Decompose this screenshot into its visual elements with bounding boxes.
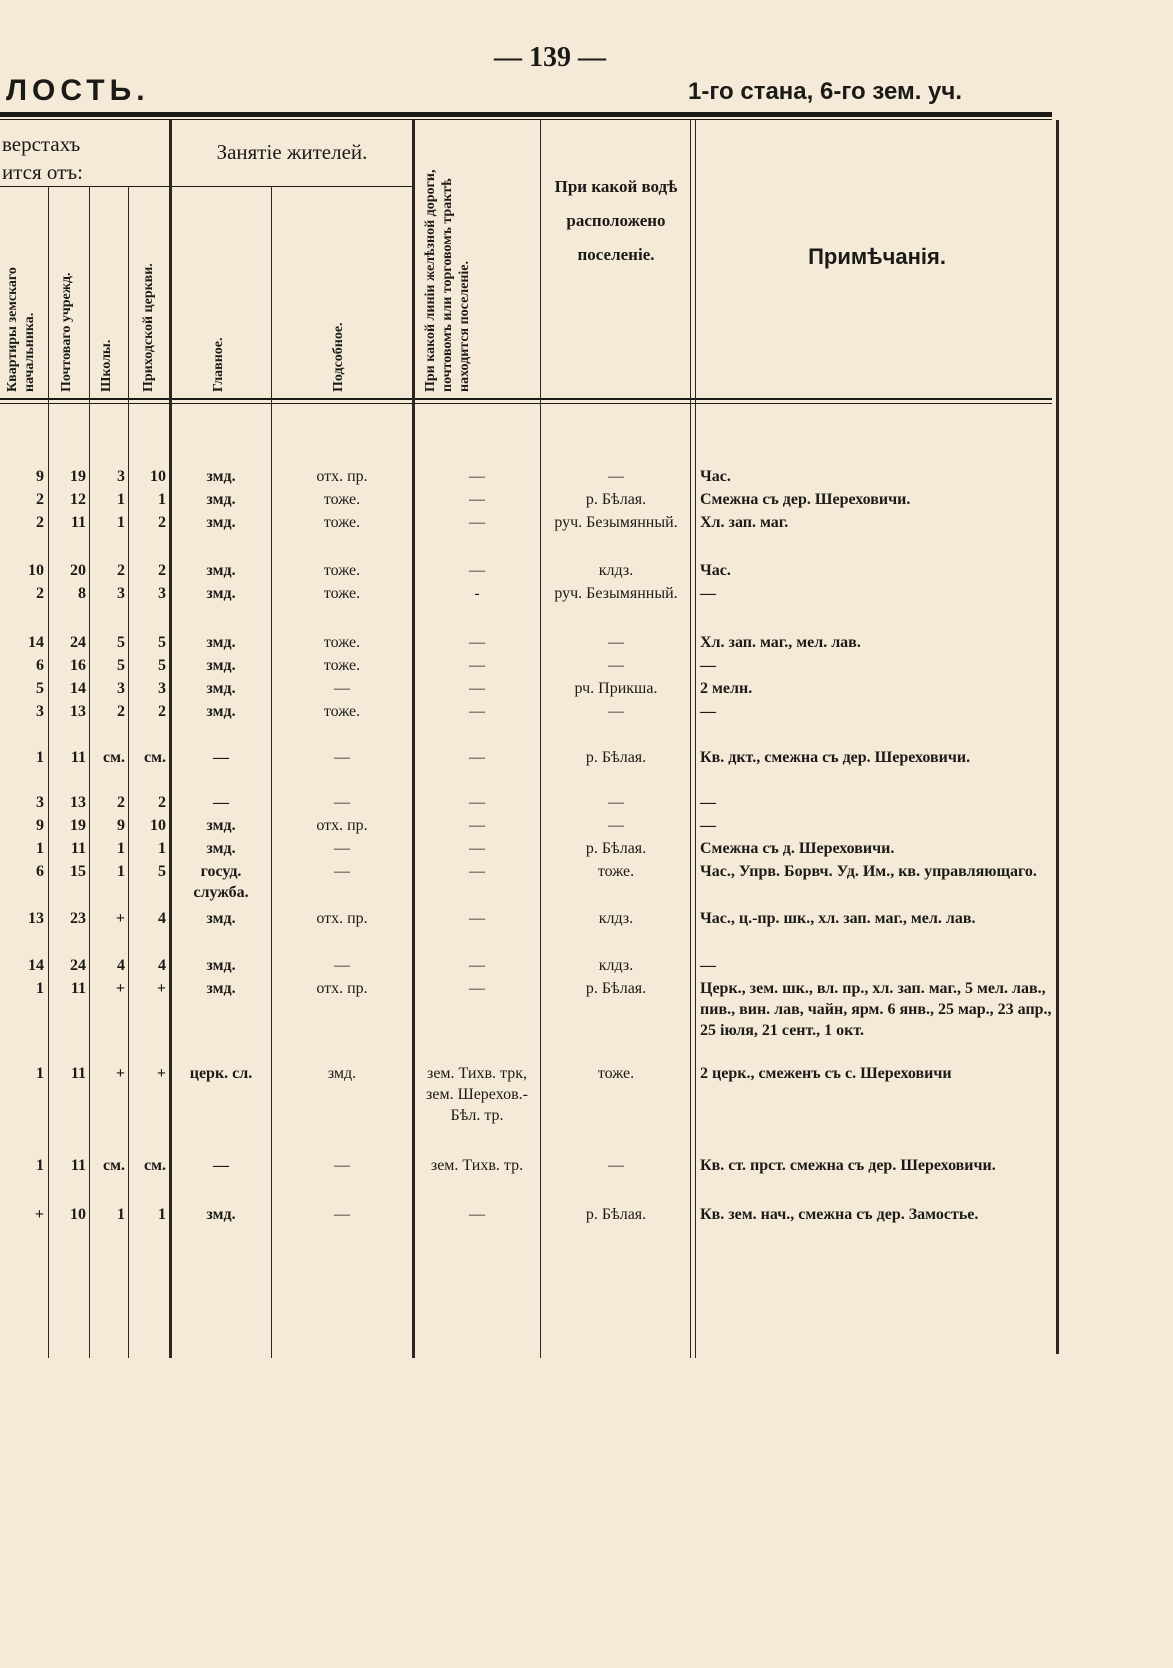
cell-road: — bbox=[469, 980, 485, 997]
cell-road: зем. Тихв. трк, зем. Шерехов.-Бѣл. тр. bbox=[426, 1065, 528, 1124]
cell-road: — bbox=[469, 1206, 485, 1223]
cell-church: 4 bbox=[158, 957, 166, 974]
cell-church: 5 bbox=[158, 634, 166, 651]
cell-church: 10 bbox=[150, 468, 166, 485]
cell-road: — bbox=[469, 634, 485, 651]
col-divider-right bbox=[1056, 120, 1059, 1354]
cell-post: 13 bbox=[70, 794, 86, 811]
cell-water: р. Бѣлая. bbox=[585, 840, 647, 857]
header-col-water: При какой водѣ расположено поселеніе. bbox=[554, 177, 678, 264]
cell-aux: отх. пр. bbox=[316, 980, 368, 997]
cell-main: змд. bbox=[206, 562, 236, 579]
header-col-aux: Подсобное. bbox=[331, 322, 346, 392]
cell-road: — bbox=[469, 703, 485, 720]
cell-notes: Час. bbox=[700, 562, 731, 579]
header-col-school: Школы. bbox=[99, 339, 114, 392]
cell-post: 10 bbox=[70, 1206, 86, 1223]
cell-main: госуд. служба. bbox=[193, 863, 249, 901]
cell-zemsky: 1 bbox=[36, 1157, 44, 1174]
cell-road: - bbox=[474, 585, 480, 602]
cell-water: тоже. bbox=[597, 1065, 635, 1082]
cell-church: 5 bbox=[158, 863, 166, 880]
cell-school: 2 bbox=[117, 562, 125, 579]
header-distance-line2: ится отъ: bbox=[2, 160, 83, 184]
cell-post: 11 bbox=[70, 749, 86, 766]
cell-notes: — bbox=[700, 703, 716, 720]
col-divider bbox=[695, 120, 696, 1358]
cell-aux: отх. пр. bbox=[316, 910, 368, 927]
cell-road: — bbox=[469, 468, 485, 485]
cell-post: 19 bbox=[70, 468, 86, 485]
cell-school: 2 bbox=[117, 703, 125, 720]
cell-water: руч. Безымянный. bbox=[554, 585, 678, 602]
cell-school: 1 bbox=[117, 514, 125, 531]
cell-notes: Хл. зап. маг., мел. лав. bbox=[700, 634, 861, 651]
col-divider bbox=[271, 186, 272, 1358]
cell-school: 4 bbox=[117, 957, 125, 974]
cell-water: тоже. bbox=[597, 863, 635, 880]
page-number: — 139 — bbox=[494, 42, 606, 73]
cell-road: — bbox=[469, 817, 485, 834]
cell-water: — bbox=[608, 794, 624, 811]
cell-church: 4 bbox=[158, 910, 166, 927]
cell-aux: — bbox=[334, 749, 350, 766]
cell-church: 2 bbox=[158, 703, 166, 720]
cell-church: 5 bbox=[158, 657, 166, 674]
col-divider bbox=[540, 120, 541, 1358]
cell-school: 1 bbox=[117, 863, 125, 880]
cell-main: — bbox=[213, 749, 229, 766]
top-rule bbox=[0, 112, 1052, 117]
cell-notes: — bbox=[700, 657, 716, 674]
cell-notes: Хл. зап. маг. bbox=[700, 514, 789, 531]
cell-school: 1 bbox=[117, 840, 125, 857]
cell-school: 1 bbox=[117, 1206, 125, 1223]
cell-post: 11 bbox=[70, 1157, 86, 1174]
cell-main: змд. bbox=[206, 1206, 236, 1223]
cell-aux: — bbox=[334, 680, 350, 697]
col-divider bbox=[169, 120, 172, 1358]
cell-road: — bbox=[469, 491, 485, 508]
cell-road: — bbox=[469, 840, 485, 857]
cell-church: 3 bbox=[158, 585, 166, 602]
cell-post: 8 bbox=[78, 585, 86, 602]
cell-zemsky: 1 bbox=[36, 749, 44, 766]
cell-notes: — bbox=[700, 794, 716, 811]
header-col-church: Приходской церкви. bbox=[141, 263, 156, 392]
header-occupation-group: Занятіе жителей. bbox=[216, 140, 368, 164]
header-bottom-rule bbox=[0, 398, 1052, 400]
cell-road: — bbox=[469, 657, 485, 674]
header-volost: ЛОСТЬ. bbox=[6, 74, 150, 107]
cell-main: змд. bbox=[206, 910, 236, 927]
cell-main: змд. bbox=[206, 634, 236, 651]
cell-notes: — bbox=[700, 817, 716, 834]
cell-water: — bbox=[608, 817, 624, 834]
cell-aux: тоже. bbox=[323, 634, 361, 651]
cell-water: руч. Безымянный. bbox=[554, 514, 678, 531]
cell-notes: Кв. дкт., смежна съ дер. Шереховичи. bbox=[700, 749, 971, 766]
cell-aux: тоже. bbox=[323, 585, 361, 602]
cell-main: змд. bbox=[206, 680, 236, 697]
cell-notes: Час. bbox=[700, 468, 731, 485]
cell-main: змд. bbox=[206, 514, 236, 531]
col-divider bbox=[128, 186, 129, 1358]
cell-notes: Смежна съ д. Шереховичи. bbox=[700, 840, 895, 857]
cell-water: рч. Прикша. bbox=[574, 680, 658, 697]
cell-school: + bbox=[115, 980, 125, 997]
cell-school: 3 bbox=[117, 585, 125, 602]
cell-post: 24 bbox=[70, 634, 86, 651]
cell-school: 3 bbox=[117, 680, 125, 697]
col-divider bbox=[690, 120, 691, 1358]
cell-main: змд. bbox=[206, 585, 236, 602]
occupation-group-rule bbox=[170, 186, 413, 187]
cell-zemsky: 13 bbox=[28, 910, 44, 927]
cell-post: 24 bbox=[70, 957, 86, 974]
cell-notes: Смежна съ дер. Шереховичи. bbox=[700, 491, 911, 508]
cell-school: см. bbox=[103, 1157, 125, 1174]
cell-water: р. Бѣлая. bbox=[585, 491, 647, 508]
cell-zemsky: 6 bbox=[36, 657, 44, 674]
header-col-zemsky: Квартиры земскаго начальника. bbox=[5, 267, 37, 392]
cell-aux: тоже. bbox=[323, 514, 361, 531]
cell-road: — bbox=[469, 562, 485, 579]
cell-aux: тоже. bbox=[323, 562, 361, 579]
cell-main: церк. сл. bbox=[189, 1065, 253, 1082]
cell-school: 5 bbox=[117, 657, 125, 674]
cell-post: 11 bbox=[70, 840, 86, 857]
cell-aux: — bbox=[334, 840, 350, 857]
cell-zemsky: 14 bbox=[28, 634, 44, 651]
header-col-main: Главное. bbox=[211, 337, 226, 392]
cell-post: 19 bbox=[70, 817, 86, 834]
header-col-post: Почтоваго учрежд. bbox=[59, 272, 74, 392]
cell-post: 13 bbox=[70, 703, 86, 720]
cell-main: змд. bbox=[206, 657, 236, 674]
cell-road: — bbox=[469, 957, 485, 974]
cell-zemsky: 10 bbox=[28, 562, 44, 579]
cell-road: — bbox=[469, 863, 485, 880]
cell-zemsky: 3 bbox=[36, 794, 44, 811]
cell-post: 11 bbox=[70, 980, 86, 997]
cell-notes: — bbox=[700, 585, 716, 602]
cell-water: клдз. bbox=[598, 562, 634, 579]
cell-notes: 2 мелн. bbox=[700, 680, 753, 697]
cell-post: 11 bbox=[70, 1065, 86, 1082]
cell-notes: 2 церк., смеженъ съ с. Шереховичи bbox=[700, 1065, 952, 1082]
cell-main: змд. bbox=[206, 840, 236, 857]
cell-school: + bbox=[115, 910, 125, 927]
cell-school: 2 bbox=[117, 794, 125, 811]
cell-aux: — bbox=[334, 863, 350, 880]
cell-school: 5 bbox=[117, 634, 125, 651]
cell-water: — bbox=[608, 468, 624, 485]
cell-road: — bbox=[469, 514, 485, 531]
cell-post: 14 bbox=[70, 680, 86, 697]
cell-water: клдз. bbox=[598, 957, 634, 974]
cell-post: 12 bbox=[70, 491, 86, 508]
cell-zemsky: + bbox=[34, 1206, 44, 1223]
cell-post: 23 bbox=[70, 910, 86, 927]
cell-notes: Кв. ст. прст. смежна съ дер. Шереховичи. bbox=[700, 1157, 996, 1174]
cell-zemsky: 6 bbox=[36, 863, 44, 880]
cell-zemsky: 2 bbox=[36, 585, 44, 602]
cell-post: 15 bbox=[70, 863, 86, 880]
cell-zemsky: 9 bbox=[36, 817, 44, 834]
cell-zemsky: 1 bbox=[36, 840, 44, 857]
cell-zemsky: 1 bbox=[36, 1065, 44, 1082]
cell-notes: Церк., зем. шк., вл. пр., хл. зап. маг., 5 мел. лав., пив., вин. лав, чайн, ярм. 6 янв., 25 мар., 23 апр., 25 іюля, 21 сент., 1 окт. bbox=[700, 980, 1052, 1039]
cell-post: 11 bbox=[70, 514, 86, 531]
cell-main: — bbox=[213, 794, 229, 811]
cell-road: — bbox=[469, 749, 485, 766]
cell-zemsky: 1 bbox=[36, 980, 44, 997]
cell-church: 2 bbox=[158, 562, 166, 579]
cell-main: змд. bbox=[206, 703, 236, 720]
cell-church: 1 bbox=[158, 840, 166, 857]
cell-church: + bbox=[156, 980, 166, 997]
cell-aux: — bbox=[334, 794, 350, 811]
cell-church: см. bbox=[144, 1157, 166, 1174]
cell-water: клдз. bbox=[598, 910, 634, 927]
cell-main: змд. bbox=[206, 817, 236, 834]
cell-road: — bbox=[469, 794, 485, 811]
cell-aux: тоже. bbox=[323, 657, 361, 674]
cell-main: змд. bbox=[206, 957, 236, 974]
cell-zemsky: 9 bbox=[36, 468, 44, 485]
cell-notes: — bbox=[700, 957, 716, 974]
cell-water: — bbox=[608, 1157, 624, 1174]
cell-aux: — bbox=[334, 957, 350, 974]
header-distance-line1: верстахъ bbox=[2, 132, 81, 156]
col-divider bbox=[48, 186, 49, 1358]
cell-zemsky: 2 bbox=[36, 514, 44, 531]
cell-post: 16 bbox=[70, 657, 86, 674]
cell-church: см. bbox=[144, 749, 166, 766]
cell-aux: тоже. bbox=[323, 703, 361, 720]
header-col-notes: Примѣчанія. bbox=[808, 244, 946, 269]
col-divider bbox=[89, 186, 90, 1358]
cell-church: 3 bbox=[158, 680, 166, 697]
cell-water: — bbox=[608, 634, 624, 651]
cell-water: р. Бѣлая. bbox=[585, 749, 647, 766]
cell-water: р. Бѣлая. bbox=[585, 1206, 647, 1223]
cell-aux: — bbox=[334, 1206, 350, 1223]
distance-group-rule bbox=[0, 186, 170, 187]
col-divider bbox=[412, 120, 415, 1358]
cell-school: 1 bbox=[117, 491, 125, 508]
cell-water: — bbox=[608, 657, 624, 674]
cell-main: змд. bbox=[206, 491, 236, 508]
cell-aux: змд. bbox=[327, 1065, 357, 1082]
cell-church: 2 bbox=[158, 794, 166, 811]
cell-water: р. Бѣлая. bbox=[585, 980, 647, 997]
cell-school: + bbox=[115, 1065, 125, 1082]
cell-zemsky: 2 bbox=[36, 491, 44, 508]
cell-post: 20 bbox=[70, 562, 86, 579]
cell-school: 3 bbox=[117, 468, 125, 485]
cell-church: 1 bbox=[158, 491, 166, 508]
header-bottom-rule-thin bbox=[0, 403, 1052, 404]
cell-main: — bbox=[213, 1157, 229, 1174]
cell-water: — bbox=[608, 703, 624, 720]
cell-school: см. bbox=[103, 749, 125, 766]
cell-zemsky: 14 bbox=[28, 957, 44, 974]
cell-road: зем. Тихв. тр. bbox=[430, 1157, 524, 1174]
cell-church: 10 bbox=[150, 817, 166, 834]
cell-church: + bbox=[156, 1065, 166, 1082]
cell-aux: тоже. bbox=[323, 491, 361, 508]
cell-aux: отх. пр. bbox=[316, 817, 368, 834]
cell-school: 9 bbox=[117, 817, 125, 834]
cell-notes: Час., Упрв. Борвч. Уд. Им., кв. управляющаго. bbox=[700, 863, 1037, 880]
cell-zemsky: 3 bbox=[36, 703, 44, 720]
header-distance-group bbox=[2, 130, 168, 186]
cell-main: змд. bbox=[206, 468, 236, 485]
cell-road: — bbox=[469, 910, 485, 927]
cell-notes: Час., ц.-пр. шк., хл. зап. маг., мел. лав. bbox=[700, 910, 976, 927]
cell-road: — bbox=[469, 680, 485, 697]
cell-main: змд. bbox=[206, 980, 236, 997]
cell-zemsky: 5 bbox=[36, 680, 44, 697]
cell-notes: Кв. зем. нач., смежна съ дер. Замостье. bbox=[700, 1206, 979, 1223]
cell-aux: — bbox=[334, 1157, 350, 1174]
cell-church: 1 bbox=[158, 1206, 166, 1223]
cell-church: 2 bbox=[158, 514, 166, 531]
header-district: 1-го стана, 6-го зем. уч. bbox=[688, 78, 963, 105]
header-col-road: При какой линіи желѣзной дороги, почтовомъ или торговомъ трактѣ находится поселеніе. bbox=[423, 169, 472, 392]
cell-aux: отх. пр. bbox=[316, 468, 368, 485]
top-rule-thin bbox=[0, 119, 1052, 120]
